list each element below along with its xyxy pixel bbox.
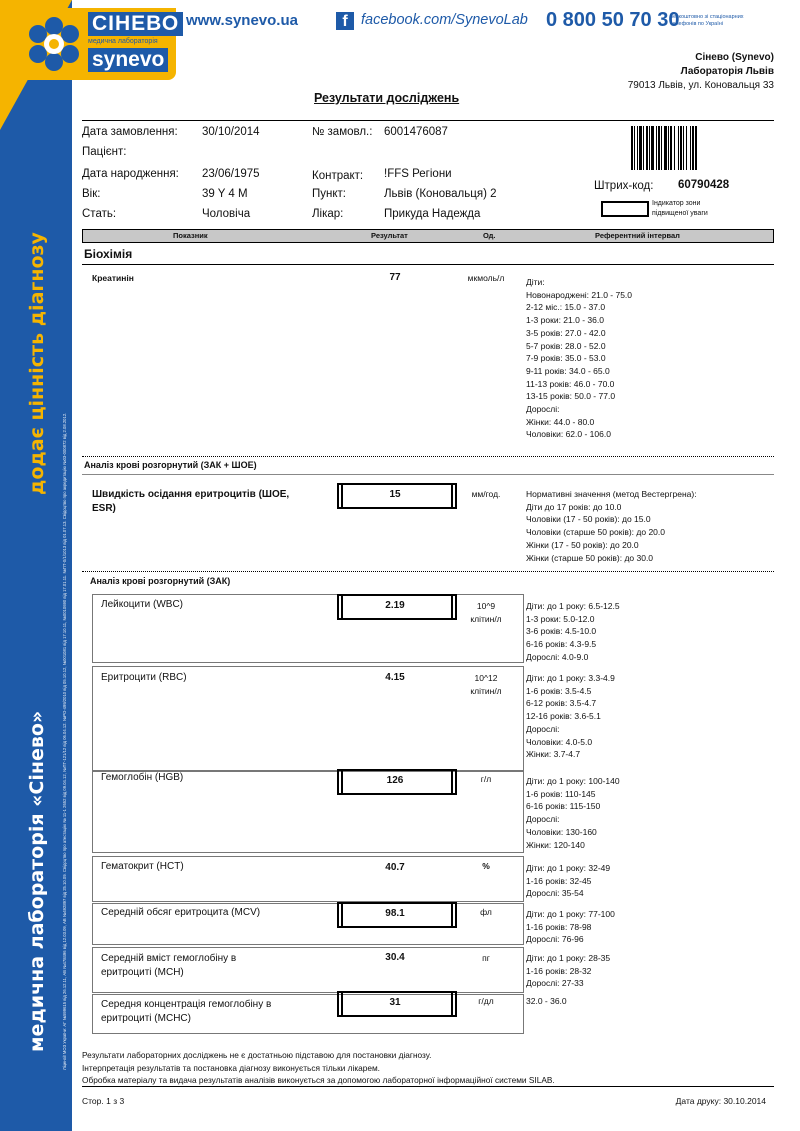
- ref-line: Жінки: 120-140: [526, 839, 585, 850]
- col-param: Показник: [173, 231, 208, 240]
- section-divider: [82, 474, 774, 475]
- hgb-unit: г/л: [480, 774, 492, 784]
- ref-line: Дорослі:: [526, 404, 560, 415]
- section-cbc: Аналіз крові розгорнутий (ЗАК): [90, 576, 231, 586]
- logo-name-ua: СІНЕВО: [88, 12, 183, 36]
- wbc-unit-line-2: клітин/л: [470, 614, 502, 624]
- esr-name: [92, 488, 289, 516]
- attention-indicator-label: [652, 199, 708, 219]
- ref-line: Нормативні значення (метод Вестергрена):: [526, 489, 697, 499]
- mchc-name-line-2: еритроциті (MCHC): [101, 1013, 191, 1024]
- mchc-name: [101, 998, 271, 1026]
- ref-line: 1-3 роки: 5.0-12.0: [526, 613, 595, 624]
- ref-line: Жінки (старше 50 років): до 30.0: [526, 552, 654, 563]
- mcv-ref: [526, 908, 615, 946]
- mcv-unit: фл: [480, 907, 492, 917]
- esr-name-line-1: Швидкість осідання еритроцитів (ШОЕ,: [92, 489, 290, 500]
- barcode-number: 60790428: [678, 179, 730, 191]
- ref-line: Діти: до 1 року: 32-49: [526, 863, 611, 873]
- row-divider: [82, 571, 774, 572]
- rbc-unit: [456, 672, 516, 698]
- mchc-unit: г/дл: [478, 996, 494, 1006]
- ref-line: 11-13 років: 46.0 - 70.0: [526, 378, 615, 389]
- ref-line: Діти: до 1 року: 77-100: [526, 909, 615, 919]
- ref-line: 1-6 років: 110-145: [526, 788, 596, 799]
- rbc-unit-line-2: клітин/л: [470, 686, 502, 696]
- footer-notes: [82, 1049, 555, 1087]
- age-label: Вік:: [82, 188, 101, 200]
- ref-line: 1-6 років: 3.5-4.5: [526, 685, 592, 696]
- website-link[interactable]: www.synevo.ua: [186, 12, 298, 29]
- wbc-value: 2.19: [385, 600, 405, 611]
- hotline-note: [670, 14, 744, 28]
- page-number: Стор. 1 з 3: [82, 1096, 125, 1106]
- footer-divider: [82, 1086, 774, 1087]
- ref-line: Діти: до 1 року: 28-35: [526, 953, 611, 963]
- mch-name-line-1: Середній вміст гемоглобіну в: [101, 953, 237, 964]
- ref-line: Жінки: 44.0 - 80.0: [526, 416, 595, 427]
- esr-name-line-2: ESR): [92, 503, 116, 514]
- rbc-name: Еритроцити (RBC): [101, 672, 187, 683]
- creatinine-value: 77: [389, 272, 401, 283]
- hct-ref: [526, 862, 610, 900]
- wbc-unit-line-1: 10^9: [476, 601, 496, 611]
- ref-line: Жінки: 3.7-4.7: [526, 749, 581, 760]
- results-table-header: [82, 229, 774, 243]
- mch-name-line-2: еритроциті (MCH): [101, 967, 184, 978]
- mcv-value: 98.1: [385, 908, 405, 919]
- print-date: Дата друку: 30.10.2014: [675, 1096, 766, 1106]
- col-unit: Од.: [483, 231, 496, 240]
- ref-line: Новонароджені: 21.0 - 75.0: [526, 289, 633, 300]
- rbc-value: 4.15: [385, 672, 405, 683]
- ref-line: Дорослі:: [526, 723, 560, 734]
- lab-address-block: [628, 51, 774, 93]
- footer-note: Обробка матеріалу та видача результатів аналізів виконується за допомогою лабораторної інформаційної системи SILAB.: [82, 1075, 555, 1085]
- mcv-name: Середній обсяг еритроцита (MCV): [101, 907, 261, 918]
- creatinine-name: Креатинін: [92, 273, 134, 283]
- order-date: 30/10/2014: [202, 126, 260, 138]
- hct-value: 40.7: [385, 862, 405, 873]
- attention-indicator-line-1: Індикатор зони: [652, 200, 701, 207]
- logo-name-en: synevo: [88, 48, 168, 72]
- row-divider: [82, 456, 774, 457]
- facebook-link[interactable]: facebook.com/SynevoLab: [361, 12, 528, 28]
- birth-date: 23/06/1975: [202, 168, 260, 180]
- ref-line: 2-12 міс.: 15.0 - 37.0: [526, 302, 606, 313]
- hgb-name: Гемоглобін (HGB): [101, 772, 184, 783]
- ref-line: 1-16 років: 32-45: [526, 875, 592, 886]
- contract: !FFS Регіони: [384, 168, 452, 180]
- ref-line: Дорослі: 76-96: [526, 934, 584, 945]
- ref-line: Діти: до 1 року: 100-140: [526, 776, 620, 786]
- sidebar-legal-text: Ліцензії МОЗ України: АГ №599615 від 26.12.11, АВ №478496 від 12.03.09, АВ №492897 від 25.10.09. Свідоцтво про атестацію № 11-1 2652 від 09.04.12, №ПТ-121/12 від 06.04.12. №РО-499/2010 від 05.10.12, №001081 від 17.10.11, №0010690 від 17.01.11. №ПТ-0/1/1013 від 01.07.13. Свідоцтво про акредитацію №03-000872 від 2.08.2012.: [62, 412, 67, 1070]
- hgb-ref: [526, 775, 620, 851]
- ref-line: Чоловіки: 4.0-5.0: [526, 736, 593, 747]
- hotline-note-line-1: безкоштовно зі стаціонарних: [670, 14, 744, 20]
- contract-label: Контракт:: [312, 170, 364, 182]
- ref-line: Діти: до 1 року: 3.3-4.9: [526, 673, 615, 683]
- ref-line: 6-12 років: 3.5-4.7: [526, 698, 597, 709]
- ref-line: 3-5 років: 27.0 - 42.0: [526, 327, 606, 338]
- sex: Чоловіча: [202, 208, 251, 220]
- hotline-note-line-2: телефонів по Україні: [670, 21, 724, 27]
- order-no-label: № замовл.:: [312, 126, 373, 138]
- ref-line: 6-16 років: 115-150: [526, 801, 601, 812]
- mchc-value: 31: [389, 997, 401, 1008]
- ref-line: Дорослі: 35-54: [526, 888, 584, 899]
- lab-address: 79013 Львів, ул. Коновальця 33: [627, 80, 774, 91]
- col-ref: Референтний інтервал: [595, 231, 680, 240]
- hgb-value: 126: [386, 775, 404, 786]
- hotline-phone: 0 800 50 70 30: [546, 9, 680, 31]
- order-no: 6001476087: [384, 126, 448, 138]
- ref-line: Діти:: [526, 277, 545, 287]
- ref-line: 3-6 років: 4.5-10.0: [526, 626, 597, 637]
- rbc-unit-line-1: 10^12: [474, 673, 498, 683]
- sex-label: Стать:: [82, 208, 117, 220]
- wbc-unit: [456, 600, 516, 626]
- age: 39 Y 4 M: [202, 188, 248, 200]
- mch-ref: [526, 952, 610, 990]
- ref-line: Чоловіки: 62.0 - 106.0: [526, 429, 611, 440]
- ref-line: 6-16 років: 4.3-9.5: [526, 639, 597, 650]
- ref-line: Чоловіки: 130-160: [526, 826, 597, 837]
- lab-branch: Лабораторія Львів: [680, 66, 774, 77]
- point-label: Пункт:: [312, 188, 346, 200]
- col-result: Результат: [371, 231, 408, 240]
- mchc-ref: 32.0 - 36.0: [526, 996, 567, 1006]
- patient-label: Пацієнт:: [82, 146, 127, 158]
- sidebar-tagline: додає цінність діагнозу: [26, 232, 48, 495]
- section-cbc-esr: Аналіз крові розгорнутий (ЗАК + ШОЕ): [84, 460, 257, 470]
- mch-value: 30.4: [385, 952, 405, 963]
- creatinine-unit: мкмоль/л: [467, 273, 505, 283]
- point: Львів (Коновальця) 2: [384, 188, 497, 200]
- sidebar-title: медична лабораторія «Сінево»: [26, 710, 48, 1052]
- ref-line: 1-3 роки: 21.0 - 36.0: [526, 315, 604, 326]
- rbc-ref: [526, 672, 615, 761]
- creatinine-ref: [526, 276, 632, 441]
- ref-line: Дорослі: 4.0-9.0: [526, 651, 589, 662]
- hct-unit: %: [482, 861, 490, 871]
- ref-line: 1-16 років: 78-98: [526, 921, 592, 932]
- logo-subtitle: медична лабораторія: [88, 38, 158, 45]
- footer-note: Результати лабораторних досліджень не є достатньою підставою для постановки діагнозу.: [82, 1050, 432, 1060]
- synevo-logo: [18, 8, 180, 80]
- section-divider: [82, 264, 774, 265]
- ref-line: Дорослі: 27-33: [526, 978, 584, 989]
- mchc-name-line-1: Середня концентрація гемоглобіну в: [101, 999, 272, 1010]
- ref-line: 12-16 років: 3.6-5.1: [526, 711, 601, 722]
- ref-line: 9-11 років: 34.0 - 65.0: [526, 365, 610, 376]
- page-title: Результати досліджень: [314, 91, 460, 105]
- order-date-label: Дата замовлення:: [82, 126, 178, 138]
- hct-name: Гематокрит (HCT): [101, 861, 184, 872]
- doctor-label: Лікар:: [312, 208, 344, 220]
- barcode-image: [631, 126, 724, 170]
- facebook-icon: f: [336, 12, 354, 30]
- ref-line: 5-7 років: 28.0 - 52.0: [526, 340, 606, 351]
- ref-line: Діти: до 1 року: 6.5-12.5: [526, 601, 620, 611]
- barcode-label: Штрих-код:: [594, 180, 654, 192]
- esr-value: 15: [389, 489, 401, 500]
- doctor: Прикуда Надежда: [384, 208, 481, 220]
- lab-name: Сінево (Synevo): [695, 52, 774, 63]
- header-divider: [82, 120, 774, 121]
- footer-note: Інтерпретація результатів та постановка діагнозу виконується тільки лікарем.: [82, 1062, 380, 1073]
- esr-unit: мм/год.: [471, 489, 501, 499]
- ref-line: Чоловіки (17 - 50 років): до 15.0: [526, 514, 651, 525]
- ref-line: 1-16 років: 28-32: [526, 965, 592, 976]
- ref-line: Чоловіки (старше 50 років): до 20.0: [526, 527, 666, 538]
- attention-indicator-line-2: підвищеної уваги: [652, 210, 708, 217]
- section-biochemistry: Біохімія: [84, 247, 133, 261]
- flower-logo-icon: [22, 12, 86, 76]
- ref-line: 7-9 років: 35.0 - 53.0: [526, 353, 606, 364]
- ref-line: 13-15 років: 50.0 - 77.0: [526, 391, 616, 402]
- esr-ref: [526, 488, 697, 564]
- ref-line: Жінки (17 - 50 років): до 20.0: [526, 539, 639, 550]
- ref-line: Дорослі:: [526, 814, 560, 825]
- mch-name: [101, 952, 236, 980]
- attention-indicator-box: [601, 201, 649, 217]
- ref-line: Діти до 17 років: до 10.0: [526, 501, 622, 512]
- birth-label: Дата народження:: [82, 168, 179, 180]
- wbc-name: Лейкоцити (WBC): [101, 599, 184, 610]
- sidebar-band: [0, 0, 72, 1131]
- mch-unit: пг: [482, 953, 490, 963]
- wbc-ref: [526, 600, 620, 664]
